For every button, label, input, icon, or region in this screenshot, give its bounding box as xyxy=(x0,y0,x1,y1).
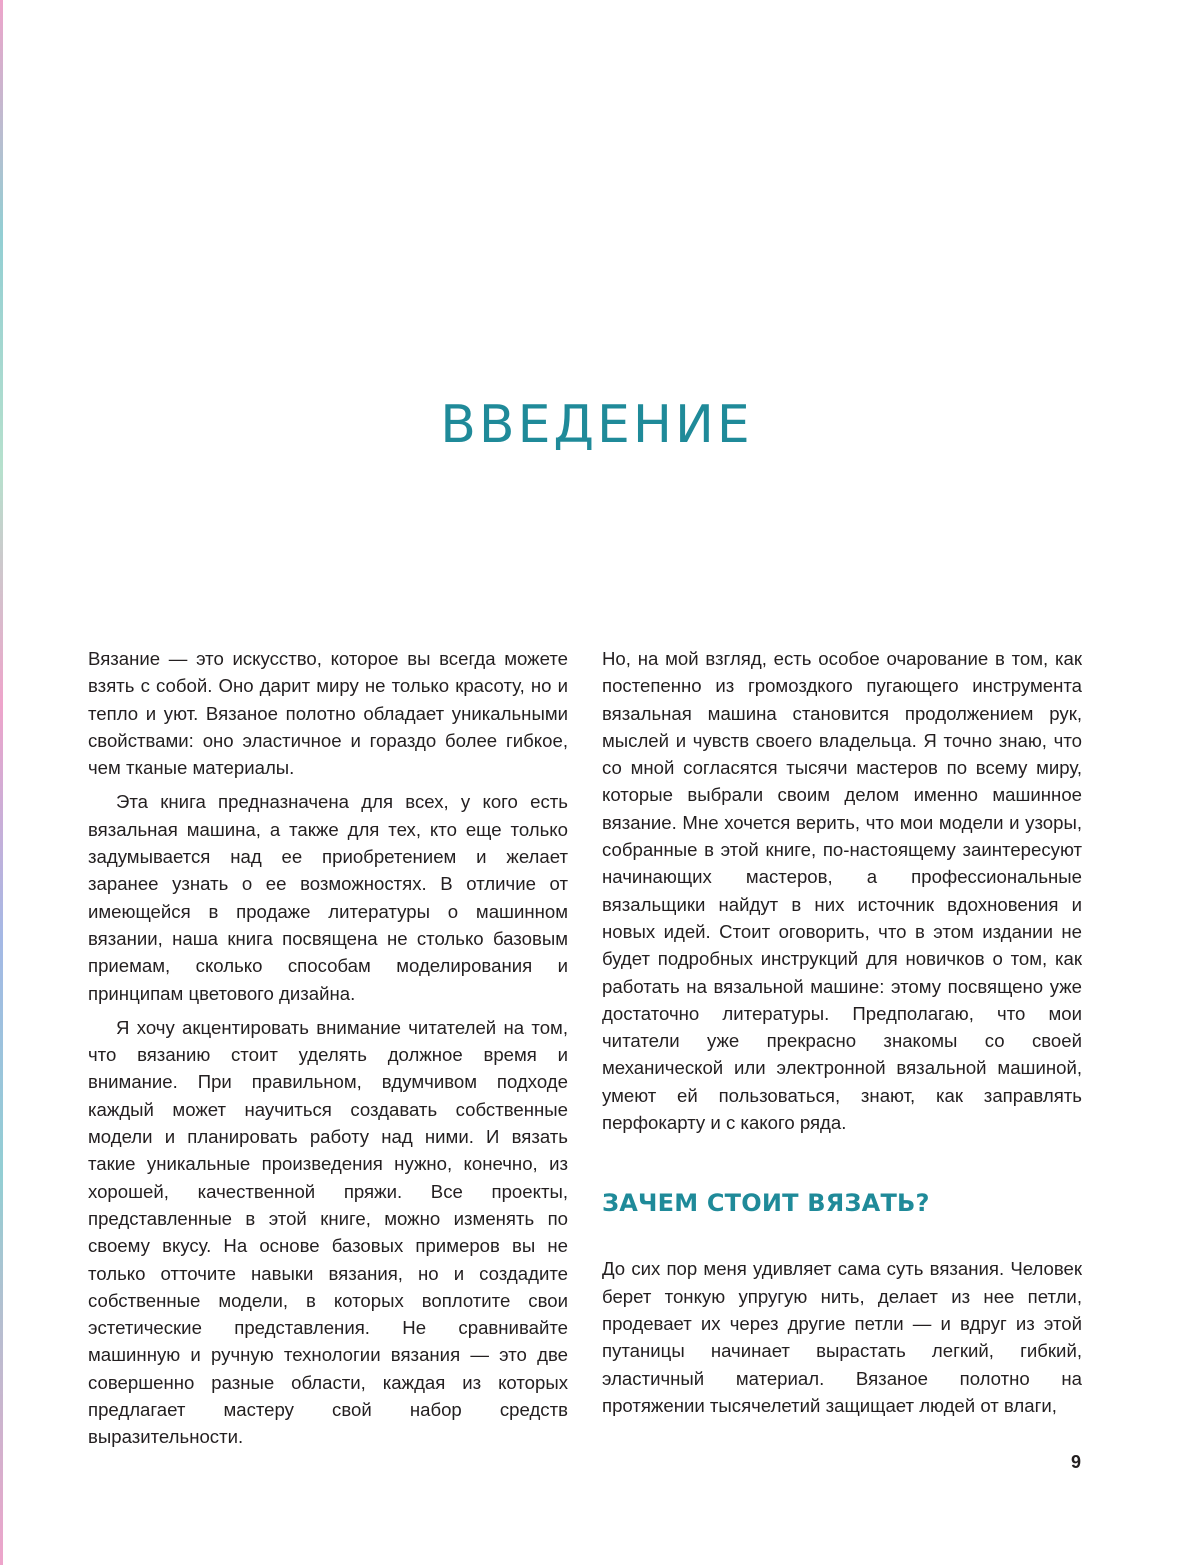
left-column xyxy=(88,645,568,1458)
left-paragraph-1: Вязание — это искусство, которое вы всегда можете взять с собой. Оно дарит миру не только красоту, но и тепло и уют. Вязаное полотно обладает уникальными свойствами: оно эластичное и гораздо более гибкое, чем тканые материалы. xyxy=(88,648,568,779)
right-paragraph-1: Но, на мой взгляд, есть особое очарование в том, как постепенно из громоздкого пугающего инструмента вязальная машина становится продолжением рук, мыслей и чувств своего владельца. Я точно знаю, что со мной согласятся тысячи мастеров по всему миру, которые выбрали своим делом именно машинное вязание. Мне хочется верить, что мои модели и узоры, собранные в этой книге, по-настоящему заинтересуют начинающих мастеров, а профессиональные вязальщики найдут в них источник вдохновения и новых идей. Стоит оговорить, что в этом издании не будет подробных инструкций для новичков о том, как работать на вязальной машине: этому посвящено уже достаточно литературы. Предполагаю, что мои читатели уже прекрасно знакомы со своей механической или электронной вязальной машиной, умеют ей пользоваться, знают, как заправлять перфокарту и с какого ряда. xyxy=(602,648,1082,1134)
right-column xyxy=(602,645,1082,1426)
left-paragraph-3: Я хочу акцентировать внимание читателей на том, что вязанию стоит уделять должное время и внимание. При правильном, вдумчивом подходе каждый может научиться создавать собственные модели и планировать работу над ними. И вязать такие уникальные произведения нужно, конечно, из хорошей, качественной пряжи. Все проекты, представленные в этой книге, можно изменять по своему вкусу. На основе базовых примеров вы не только отточите навыки вязания, но и создадите собственные модели, в которых воплотите свои эстетические представления. Не сравнивайте машинную и ручную технологии вязания — это две совершенно разные области, каждая из которых предлагает мастеру свой набор средств выразительности. xyxy=(88,1016,568,1448)
chapter-title: ВВЕДЕНИЕ xyxy=(440,395,753,455)
page-edge-color-strip xyxy=(0,0,3,1565)
page-number: 9 xyxy=(1070,1452,1081,1472)
section-heading: ЗАЧЕМ СТОИТ ВЯЗАТЬ? xyxy=(602,1189,930,1218)
left-paragraph-2: Эта книга предназначена для всех, у кого есть вязальная машина, а также для тех, кто еще только задумывается над ее приобретением и желает заранее узнать о ее возможностях. В отличие от имеющейся в продаже литературы о машинном вязании, наша книга посвящена не столько базовым приемам, сколько способам моделирования и принципам цветового дизайна. xyxy=(88,791,568,1004)
section-paragraph-1: До сих пор меня удивляет сама суть вязания. Человек берет тонкую упругую нить, делает из нее петли, продевает их через другие петли — и вдруг из этой путаницы начинает вырастать легкий, гибкий, эластичный материал. Вязаное полотно на протяжении тысячелетий защищает людей от влаги, xyxy=(602,1258,1082,1416)
